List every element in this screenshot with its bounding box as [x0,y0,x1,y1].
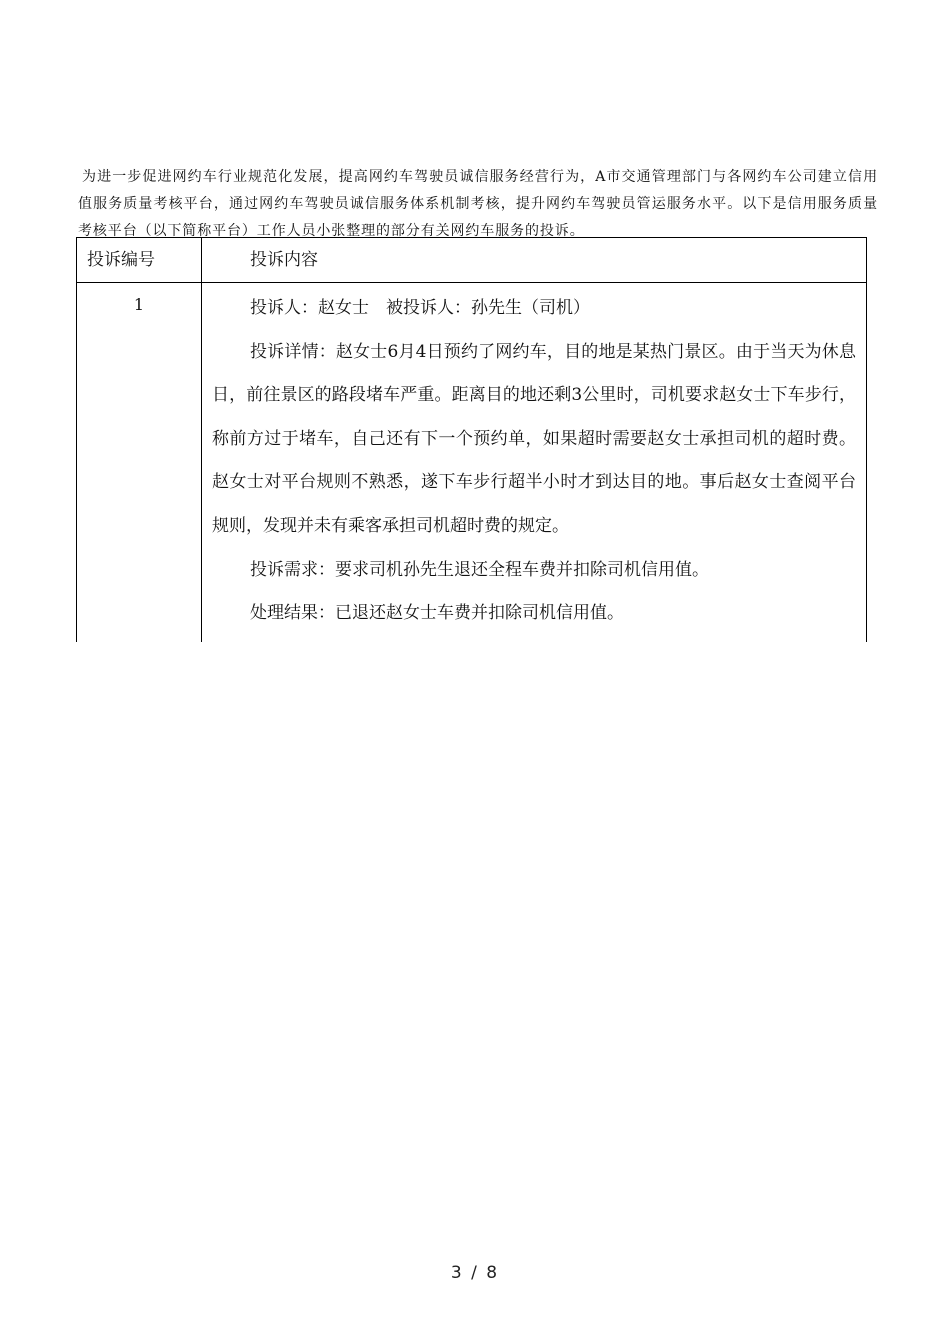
table-header-row [77,238,867,283]
complaint-result: 处理结果：已退还赵女士车费并扣除司机信用值。 [250,603,624,624]
page-number: 3 / 8 [450,1263,500,1283]
complaint-content-cell [202,283,867,642]
intro-paragraph: 为进一步促进网约车行业规范化发展，提高网约车驾驶员诚信服务经营行为，A市交通管理部门与各网约车公司建立信用值服务质量考核平台，通过网约车驾驶员诚信服务体系机制考核，提升网约车驾驶员管运服务水平。以下是信用服务质量考核平台（以下简称平台）工作人员小张整理的部分有关网约车服务的投诉。 [78,169,878,239]
complaint-id-cell: 1 [77,283,202,642]
complainant-line: 投诉人：赵女士 被投诉人：孙先生（司机） [250,298,590,318]
header-complaint-content: 投诉内容 [202,238,867,283]
table-row [77,283,867,642]
complaint-details: 投诉详情：赵女士6月4日预约了网约车，目的地是某热门景区。由于当天为休息日，前往景区的路段堵车严重。距离目的地还剩3公里时，司机要求赵女士下车步行，称前方过于堵车，自己还有下一个预约单，如果超时需要赵女士承担司机的超时费。赵女士对平台规则不熟悉，遂下车步行超半小时才到达目的地。事后赵女士查阅平台规则，发现并未有乘客承担司机超时费的规定。 [212,341,856,536]
complaint-demand: 投诉需求：要求司机孙先生退还全程车费并扣除司机信用值。 [250,559,709,580]
header-complaint-id: 投诉编号 [77,238,202,283]
complaint-table [76,237,867,642]
